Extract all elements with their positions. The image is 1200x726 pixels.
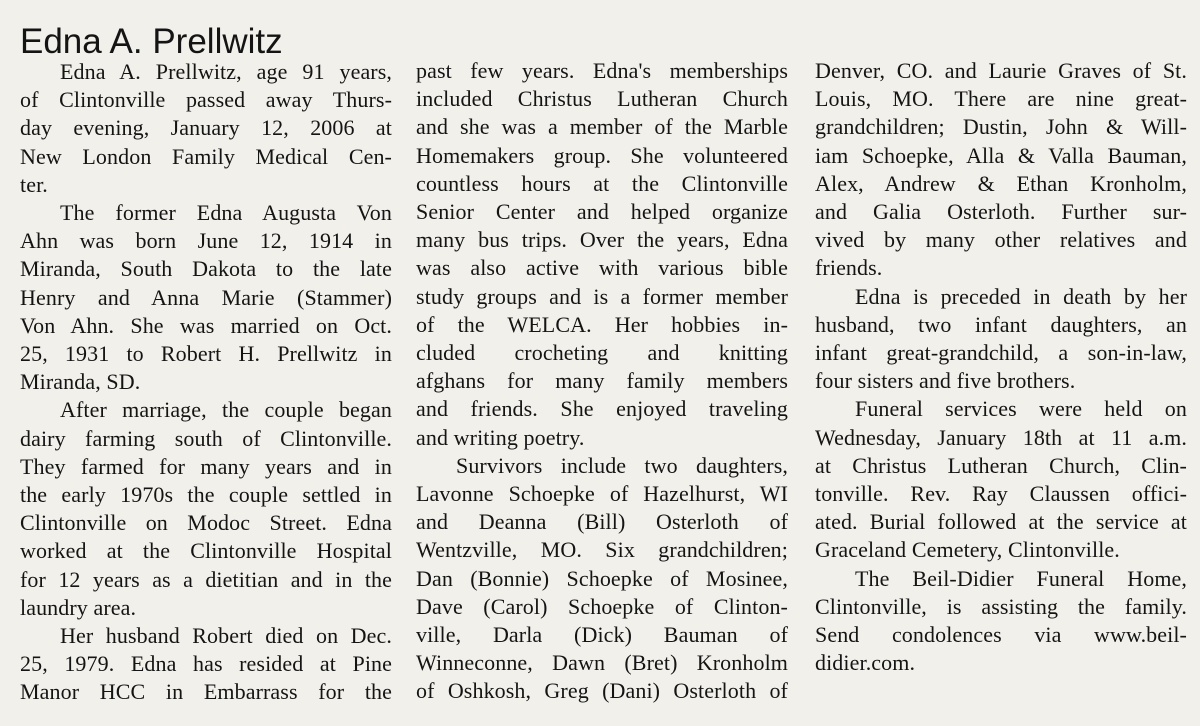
text-line: infant great-grandchild, a son-in-law, xyxy=(815,340,1187,366)
text-line: study groups and is a former member xyxy=(416,283,788,309)
text-line: New London Family Medical Cen- xyxy=(20,143,392,169)
text-line: Miranda, SD. xyxy=(20,369,141,395)
text-line: of the WELCA. Her hobbies in- xyxy=(416,311,788,337)
obituary-column-3 xyxy=(815,57,1187,677)
text-line: The Beil-Didier Funeral Home, xyxy=(855,565,1187,591)
text-line: Alex, Andrew & Ethan Kronholm, xyxy=(815,170,1187,196)
text-line: dairy farming south of Clintonville. xyxy=(20,425,392,451)
text-line: laundry area. xyxy=(20,594,137,620)
text-line: Henry and Anna Marie (Stammer) xyxy=(20,284,392,310)
text-line: ter. xyxy=(20,171,48,197)
text-line: ville, Darla (Dick) Bauman of xyxy=(416,622,788,648)
text-line: Edna is preceded in death by her xyxy=(855,283,1187,309)
text-line: of Oshkosh, Greg (Dani) Osterloth of xyxy=(416,678,788,704)
text-line: Louis, MO. There are nine great- xyxy=(815,86,1187,112)
text-line: ated. Burial followed at the service at xyxy=(815,509,1187,535)
text-line: grandchildren; Dustin, John & Will- xyxy=(815,114,1187,140)
text-line: Graceland Cemetery, Clintonville. xyxy=(815,537,1120,563)
text-line: After marriage, the couple began xyxy=(60,397,392,423)
text-line: Lavonne Schoepke of Hazelhurst, WI xyxy=(416,481,788,507)
text-line: and she was a member of the Marble xyxy=(416,114,788,140)
text-line: Homemakers group. She volunteered xyxy=(416,142,788,168)
text-line: four sisters and five brothers. xyxy=(815,368,1076,394)
text-line: The former Edna Augusta Von xyxy=(60,200,392,226)
text-line: Wednesday, January 18th at 11 a.m. xyxy=(815,424,1187,450)
text-line: Dan (Bonnie) Schoepke of Mosinee, xyxy=(416,565,788,591)
text-line: at Christus Lutheran Church, Clin- xyxy=(815,452,1187,478)
text-line: 25, 1979. Edna has resided at Pine xyxy=(20,651,392,677)
text-line: vived by many other relatives and xyxy=(815,227,1187,253)
text-line: countless hours at the Clintonville xyxy=(416,170,788,196)
text-line: and friends. She enjoyed traveling xyxy=(416,396,788,422)
text-line: Senior Center and helped organize xyxy=(416,199,788,225)
text-line: didier.com. xyxy=(815,650,916,676)
text-line: 25, 1931 to Robert H. Prellwitz in xyxy=(20,341,392,367)
text-line: Winneconne, Dawn (Bret) Kronholm xyxy=(416,650,788,676)
text-line: friends. xyxy=(815,255,883,281)
text-line: Manor HCC in Embarrass for the xyxy=(20,679,392,705)
text-line: They farmed for many years and in xyxy=(20,453,392,479)
text-line: Miranda, South Dakota to the late xyxy=(20,256,392,282)
obituary-column-1 xyxy=(20,20,392,707)
obituary-title: Edna A. Prellwitz xyxy=(20,22,283,61)
text-line: of Clintonville passed away Thurs- xyxy=(20,87,392,113)
text-line: iam Schoepke, Alla & Valla Bauman, xyxy=(815,142,1187,168)
text-line: was also active with various bible xyxy=(416,255,788,281)
text-line: Send condolences via www.beil- xyxy=(815,622,1187,648)
text-line: and Galia Osterloth. Further sur- xyxy=(815,199,1187,225)
text-line: past few years. Edna's memberships xyxy=(416,58,788,83)
text-line: Ahn was born June 12, 1914 in xyxy=(20,228,392,254)
text-line: and Deanna (Bill) Osterloth of xyxy=(416,509,788,535)
text-line: Her husband Robert died on Dec. xyxy=(60,623,392,649)
text-line: worked at the Clintonville Hospital xyxy=(20,538,392,564)
text-line: for 12 years as a dietitian and in the xyxy=(20,566,392,592)
text-line: Dave (Carol) Schoepke of Clinton- xyxy=(416,593,788,619)
text-line: Denver, CO. and Laurie Graves of St. xyxy=(815,58,1187,83)
text-line: Clintonville on Modoc Street. Edna xyxy=(20,510,392,536)
text-line: and writing poetry. xyxy=(416,424,585,450)
text-line: Funeral services were held on xyxy=(855,396,1187,422)
text-line: tonville. Rev. Ray Claussen offici- xyxy=(815,481,1187,507)
text-line: afghans for many family members xyxy=(416,368,788,394)
obituary-column-2 xyxy=(416,57,788,706)
text-line: Clintonville, is assisting the family. xyxy=(815,593,1187,619)
text-line: husband, two infant daughters, an xyxy=(815,311,1187,337)
text-line: Wentzville, MO. Six grandchildren; xyxy=(416,537,788,563)
text-line: the early 1970s the couple settled in xyxy=(20,482,392,508)
text-line: cluded crocheting and knitting xyxy=(416,340,788,366)
text-line: Edna A. Prellwitz, age 91 years, xyxy=(60,59,392,84)
text-line: many bus trips. Over the years, Edna xyxy=(416,227,788,253)
text-line: day evening, January 12, 2006 at xyxy=(20,115,392,141)
text-line: Von Ahn. She was married on Oct. xyxy=(20,312,392,338)
text-line: Survivors include two daughters, xyxy=(456,452,788,478)
text-line: included Christus Lutheran Church xyxy=(416,86,788,112)
